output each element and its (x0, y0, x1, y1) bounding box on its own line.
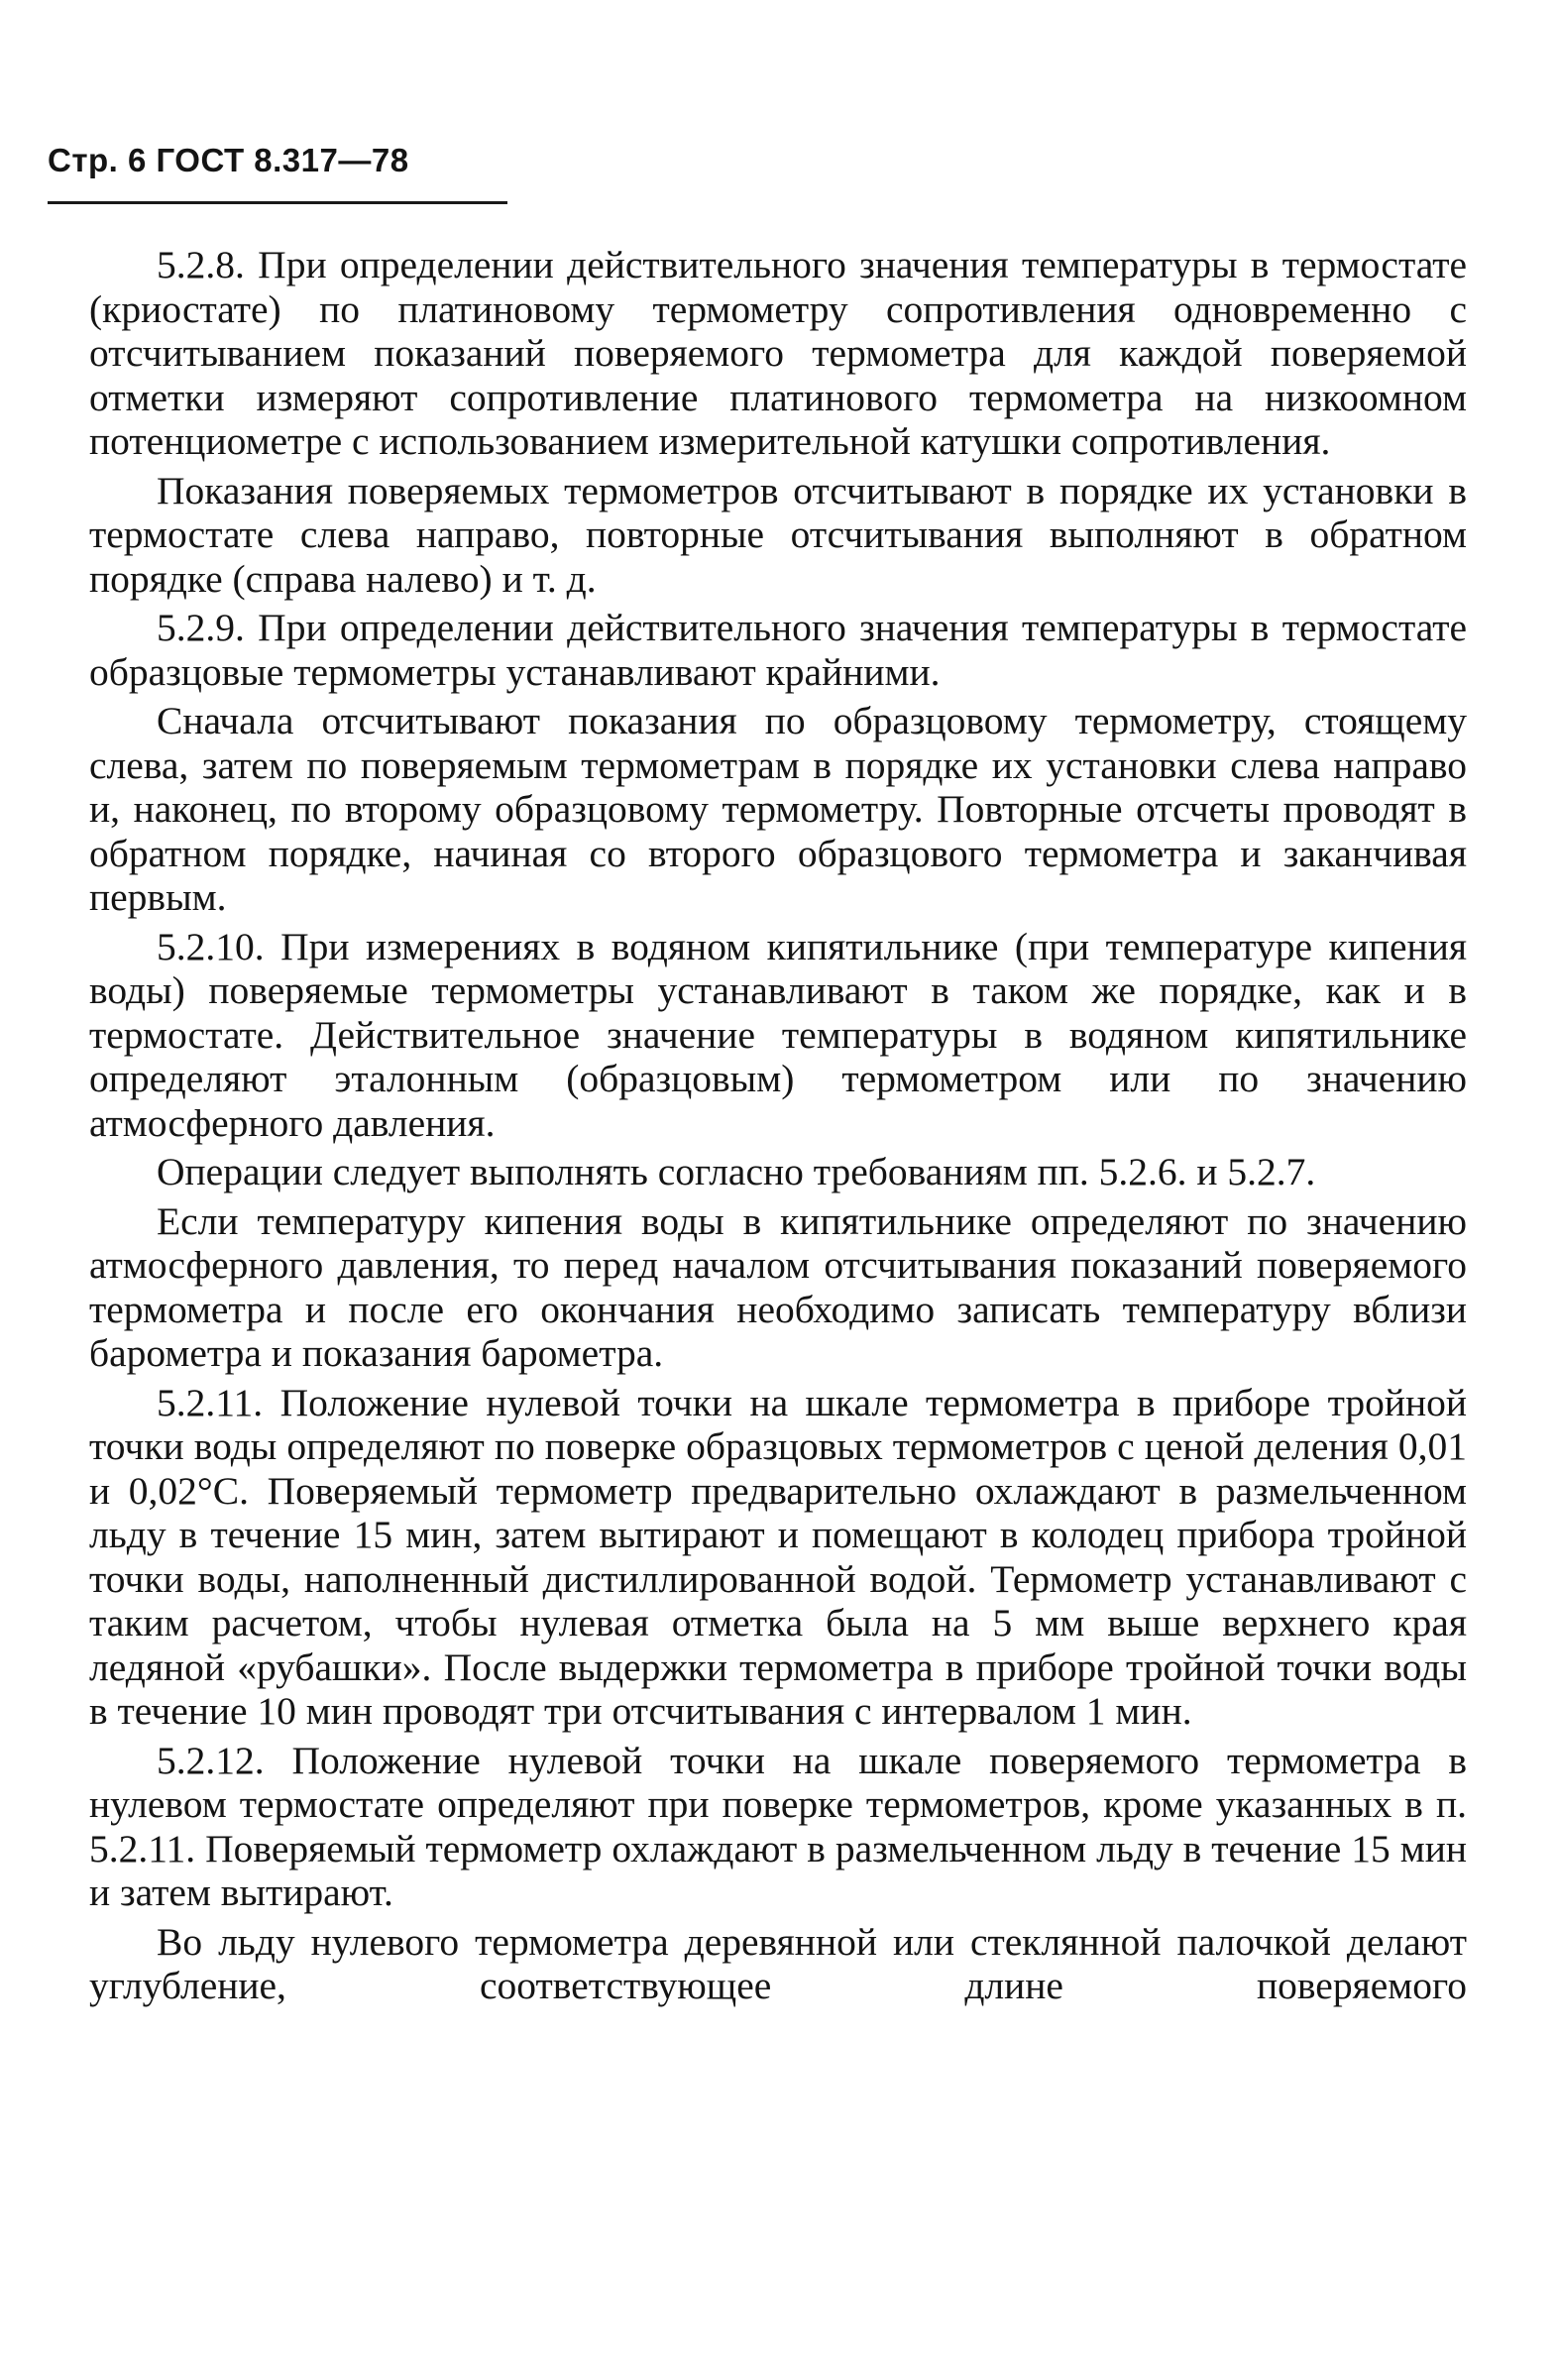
page-header: Стр. 6 ГОСТ 8.317—78 (48, 142, 409, 178)
paragraph-5-2-9: 5.2.9. При определении действительного значения температуры в термостате образцовые термометры устанавливают крайними. (89, 606, 1467, 694)
paragraph-5-2-10: 5.2.10. При измерениях в водяном кипятильнике (при температуре кипения воды) поверяемые термометры устанавливают в таком же порядке, как и в термостате. Действительное значение температуры в водяном кипятильнике определяют эталонным (образцовым) термометром или по значению атмосферного давления. (89, 924, 1467, 1145)
paragraph-operations: Операции следует выполнять согласно требованиям пп. 5.2.6. и 5.2.7. (157, 1150, 1316, 1193)
paragraph-ice-hole: Во льду нулевого термометра деревянной или стеклянной палочкой делают углубление, соответствующее длине поверяемого (89, 1919, 1467, 2007)
header-divider (48, 201, 507, 204)
paragraph-boiling-pressure: Если температуру кипения воды в кипятильнике определяют по значению атмосферного давления, то перед началом отсчитывания показаний поверяемого термометра и после его окончания необходимо записать температуру вблизи барометра и показания барометра. (89, 1198, 1467, 1375)
paragraph-reference-readings: Сначала отсчитывают показания по образцовому термометру, стоящему слева, затем по поверяемым термометрам в порядке их установки слева направо и, наконец, по второму образцовому термометру. Повторные отсчеты проводят в обратном порядке, начиная со второго образцового термометра и заканчивая первым. (89, 699, 1467, 919)
paragraph-readings-order: Показания поверяемых термометров отсчитывают в порядке их установки в термостате слева направо, повторные отсчитывания выполняют в обратном порядке (справа налево) и т. д. (89, 468, 1467, 601)
paragraph-5-2-12: 5.2.12. Положение нулевой точки на шкале поверяемого термометра в нулевом термостате определяют при поверке термометров, кроме указанных в п. 5.2.11. Поверяемый термометр охлаждают в размельченном льду в течение 15 мин и затем вытирают. (89, 1738, 1467, 1914)
paragraph-5-2-11: 5.2.11. Положение нулевой точки на шкале термометра в приборе тройной точки воды определяют по поверке образцовых термометров с ценой деления 0,01 и 0,02°С. Поверяемый термометр предварительно охлаждают в размельченном льду в течение 15 мин, затем вытирают и помещают в колодец прибора тройной точки воды, наполненный дистиллированной водой. Термометр устанавливают с таким расчетом, чтобы нулевая отметка была на 5 мм выше верхнего края ледяной «рубашки». После выдержки термометра в приборе тройной точки воды в течение 10 мин проводят три отсчитывания с интервалом 1 мин. (89, 1380, 1467, 1733)
body-text (89, 243, 1467, 2013)
paragraph-5-2-8: 5.2.8. При определении действительного значения температуры в термостате (криостате) по платиновому термометру сопротивления одновременно с отсчитыванием показаний поверяемого термометра для каждой поверяемой отметки измеряют сопротивление платинового термометра на низкоомном потенциометре с использованием измерительной катушки сопротивления. (89, 243, 1467, 463)
